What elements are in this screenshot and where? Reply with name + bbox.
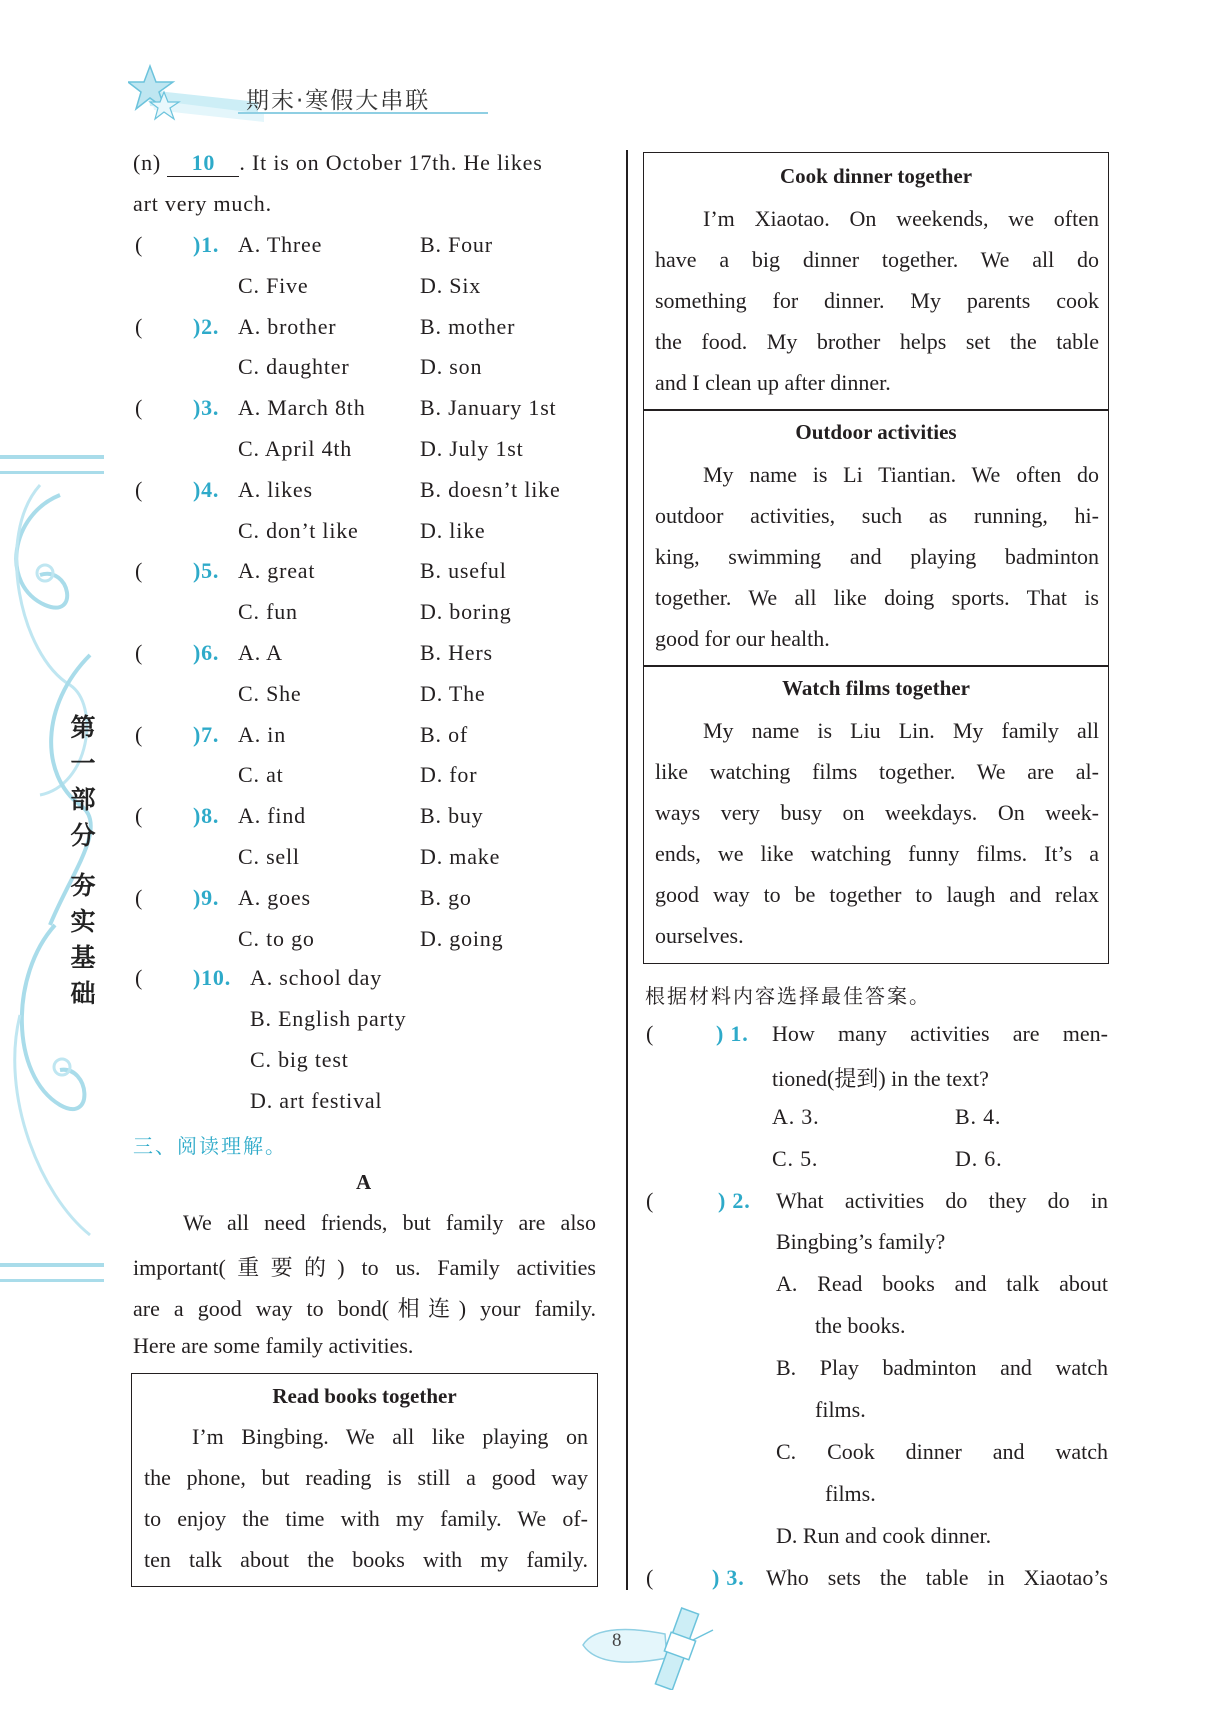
option-d[interactable]: D. going [420,926,504,951]
satellite-icon [575,1600,735,1690]
activity-box-line: ends, we like watching funny films. It’s a [655,841,1099,866]
side-label-char: 基 [70,943,96,972]
activity-box-line: have a big dinner together. We all do [655,247,1099,272]
answer-paren[interactable]: ( [135,722,143,747]
option-b[interactable]: B. doesn’t like [420,477,561,502]
question-number: )9. [193,885,220,910]
passage-intro-line: are a good way to bond(相连) your family. [133,1296,596,1321]
passage-intro-line: Here are some family activities. [133,1333,414,1358]
question-number: ) 2. [718,1188,751,1213]
option-b[interactable]: B. of [420,722,468,747]
option-c[interactable]: C. She [238,681,302,706]
option-a[interactable]: A. Read books and talk about [776,1271,1108,1296]
question-stem: tioned(提到) in the text? [772,1066,989,1091]
section-title: 三、阅读理解。 [133,1134,287,1158]
page-header-title: 期末·寒假大串联 [246,88,431,114]
answer-paren[interactable]: ( [646,1021,654,1046]
question-number: ) 1. [716,1021,749,1046]
option-d[interactable]: D. son [420,354,483,379]
cloze-intro-line2: art very much. [133,191,272,216]
page-header [128,62,488,134]
answer-paren[interactable]: ( [135,232,143,257]
activity-box-line: My name is Liu Lin. My family all [703,718,1099,743]
option-b[interactable]: B. English party [250,1006,407,1031]
side-label-char: 实 [70,907,96,936]
activity-boxes-right [643,152,1109,964]
option-d[interactable]: D. like [420,518,486,543]
side-label-char: 一 [70,749,96,778]
option-d[interactable]: D. boring [420,599,512,624]
option-c[interactable]: C. don’t like [238,518,359,543]
activity-box-line: good for our health. [655,626,830,651]
side-label-char: 分 [70,821,96,850]
activity-box-line: together. We all like doing sports. That is [655,585,1099,610]
activity-box-read-books [131,1373,598,1587]
question-number: )10. [193,965,232,990]
option-b[interactable]: B. go [420,885,472,910]
question-stem: Bingbing’s family? [776,1229,946,1254]
side-label-char: 础 [70,979,96,1008]
question-stem: How many activities are men- [772,1021,1108,1046]
activity-box-line: ten talk about the books with my family. [144,1547,588,1572]
option-c[interactable]: C. daughter [238,354,350,379]
answer-paren[interactable]: ( [135,803,143,828]
option-d[interactable]: D. Run and cook dinner. [776,1523,992,1548]
option-d[interactable]: D. art festival [250,1088,383,1113]
activity-box-line: the food. My brother helps set the table [655,329,1099,354]
question-number: )4. [193,477,220,502]
option-d[interactable]: D. for [420,762,478,787]
option-c-cont: films. [825,1481,876,1506]
question-number: ) 3. [712,1565,745,1590]
activity-box-line: good way to be together to laugh and relax [655,882,1099,907]
option-b[interactable]: B. buy [420,803,484,828]
option-d[interactable]: D. July 1st [420,436,524,461]
option-c[interactable]: C. at [238,762,284,787]
page-number: 8 [612,1630,622,1651]
activity-box-line: like watching films together. We are al- [655,759,1099,784]
side-label-char: 第 [70,713,96,742]
option-c[interactable]: C. big test [250,1047,349,1072]
reading-instruction: 根据材料内容选择最佳答案。 [645,984,931,1008]
option-c[interactable]: C. to go [238,926,315,951]
option-b[interactable]: B. Play badminton and watch [776,1355,1108,1380]
answer-paren[interactable]: ( [135,885,143,910]
cloze-intro-line [133,150,543,177]
activity-box-line: I’m Bingbing. We all like playing on [192,1424,588,1449]
cloze-intro-text: . It is on October 17th. He likes [239,150,543,175]
option-b[interactable]: B. useful [420,558,507,583]
question-number: )8. [193,803,220,828]
activity-box-line: the phone, but reading is still a good way [144,1465,588,1490]
activity-box-line: ways very busy on weekdays. On week- [655,800,1099,825]
option-d[interactable]: D. Six [420,273,482,298]
question-number: )2. [193,314,220,339]
answer-paren[interactable]: ( [135,314,143,339]
option-c[interactable]: C. April 4th [238,436,353,461]
option-c[interactable]: C. sell [238,844,300,869]
cloze-answer-blank[interactable]: 10 [167,150,239,177]
question-number: )3. [193,395,220,420]
cloze-letter: (n) [133,150,162,175]
option-b-cont: films. [815,1397,866,1422]
option-a[interactable]: A. March 8th [238,395,366,420]
option-d[interactable]: D. 6. [955,1146,1003,1171]
activity-box-title: Cook dinner together [779,164,973,188]
option-d[interactable]: D. make [420,844,501,869]
activity-box-line: ourselves. [655,923,744,948]
passage-intro-line: We all need friends, but family are also [183,1210,596,1235]
column-divider [626,150,628,1590]
activity-box-line: something for dinner. My parents cook [655,288,1099,313]
option-c[interactable]: C. Five [238,273,309,298]
side-label-char: 部 [70,785,96,814]
option-a[interactable]: A. brother [238,314,337,339]
option-c[interactable]: C. Cook dinner and watch [776,1439,1108,1464]
option-b[interactable]: B. Hers [420,640,493,665]
option-b[interactable]: B. mother [420,314,516,339]
activity-box-line: and I clean up after dinner. [655,370,891,395]
option-a[interactable]: A. great [238,558,316,583]
answer-paren[interactable]: ( [135,395,143,420]
activity-box-title: Read books together [272,1384,457,1408]
activity-box-line: I’m Xiaotao. On weekends, we often [703,206,1099,231]
answer-paren[interactable]: ( [135,558,143,583]
option-a[interactable]: A. 3. [772,1104,820,1129]
question-number: )6. [193,640,220,665]
option-a-cont: the books. [815,1313,906,1338]
option-b[interactable]: B. January 1st [420,395,557,420]
option-a[interactable]: A. likes [238,477,313,502]
question-stem: What activities do they do in [776,1188,1108,1213]
option-c[interactable]: C. fun [238,599,298,624]
passage-label: A [356,1170,372,1194]
activity-box-title: Watch films together [782,676,970,700]
question-number: )7. [193,722,220,747]
option-a[interactable]: A. goes [238,885,311,910]
box-divider [644,409,1108,411]
answer-paren[interactable]: ( [135,640,143,665]
question-number: )5. [193,558,220,583]
box-divider [644,665,1108,667]
passage-intro-line: important(重要的) to us. Family activities [133,1255,596,1280]
option-a[interactable]: A. A [238,640,283,665]
option-a[interactable]: A. school day [250,965,382,990]
option-a[interactable]: A. Three [238,232,323,257]
option-a[interactable]: A. find [238,803,306,828]
answer-paren[interactable]: ( [646,1188,654,1213]
activity-box-line: to enjoy the time with my family. We of- [144,1506,588,1531]
answer-paren[interactable]: ( [135,477,143,502]
side-label-char: 夯 [70,871,96,900]
option-d[interactable]: D. The [420,681,486,706]
section-side-label [68,710,98,1012]
option-b[interactable]: B. Four [420,232,493,257]
activity-box-line: outdoor activities, such as running, hi- [655,503,1099,528]
answer-paren[interactable]: ( [646,1565,654,1590]
answer-paren[interactable]: ( [135,965,143,990]
option-a[interactable]: A. in [238,722,286,747]
question-number: )1. [193,232,220,257]
option-b[interactable]: B. 4. [955,1104,1002,1129]
question-stem: Who sets the table in Xiaotao’s [766,1565,1108,1590]
option-c[interactable]: C. 5. [772,1146,819,1171]
activity-box-title: Outdoor activities [795,420,957,444]
activity-box-line: My name is Li Tiantian. We often do [703,462,1099,487]
activity-box-line: king, swimming and playing badminton [655,544,1099,569]
